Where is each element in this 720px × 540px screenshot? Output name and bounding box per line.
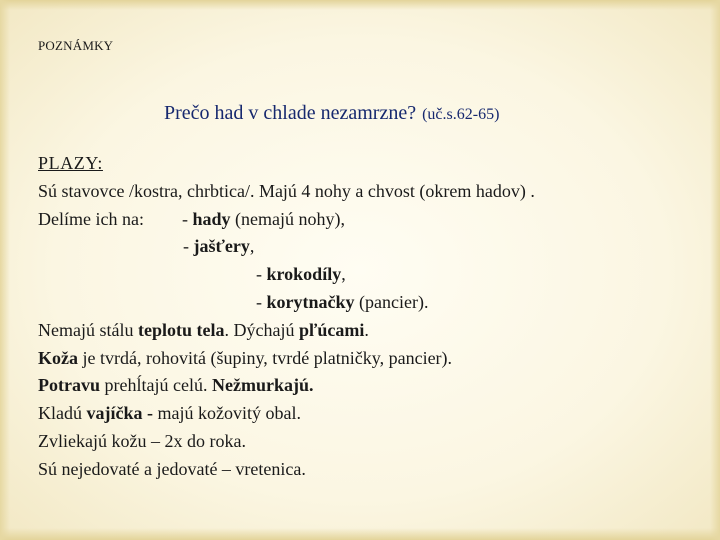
text-segment: . Dýchajú <box>224 319 299 340</box>
body-line-5 <box>38 261 535 289</box>
term-korytnacky: korytnačky <box>266 291 355 312</box>
body-line-7 <box>38 317 535 345</box>
term-koza: Koža <box>38 347 78 368</box>
body-line-4 <box>38 233 535 261</box>
text-segment: prehĺtajú celú. <box>100 375 212 396</box>
note-korytnacky: (pancier). <box>354 291 429 312</box>
term-krokodily: krokodíly <box>266 264 342 285</box>
body-line-6 <box>38 289 535 317</box>
body-line-1 <box>38 150 535 178</box>
list-dash: - <box>256 264 267 285</box>
text-segment: Kladú <box>38 403 87 424</box>
text-segment: je tvrdá, rohovitá (šupiny, tvrdé platničky, pancier). <box>78 347 453 368</box>
title-text: Prečo had v chlade nezamrzne? <box>164 102 417 124</box>
slide-edge-bottom <box>0 528 720 540</box>
text-segment: majú kožovitý obal. <box>153 403 301 424</box>
header-label: POZNÁMKY <box>38 38 114 53</box>
list-dash: - <box>182 208 193 229</box>
punct: , <box>249 236 255 257</box>
division-lead: Delíme ich na: <box>38 208 144 229</box>
term-plucami: pľúcami <box>298 319 365 340</box>
title-reference: (uč.s.62-65) <box>422 106 500 123</box>
body-line-2: Sú stavovce /kostra, chrbtica/. Majú 4 nohy a chvost (okrem hadov) . <box>38 180 535 201</box>
body-line-8 <box>38 345 535 373</box>
term-nezmurkaju: Nežmurkajú. <box>211 375 314 396</box>
body-line-9 <box>38 372 535 400</box>
note-hady: (nemajú nohy), <box>230 208 345 229</box>
section-heading: PLAZY: <box>38 153 103 173</box>
text-segment: . <box>364 319 369 340</box>
term-jastery: jašťery <box>193 236 250 257</box>
slide-edge-right <box>710 0 720 540</box>
body-line-11: Zvliekajú kožu – 2x do roka. <box>38 430 246 451</box>
slide-title <box>164 102 499 125</box>
term-teplota: teplotu tela <box>137 319 225 340</box>
slide-edge-top <box>0 0 720 10</box>
term-hady: hady <box>192 208 231 229</box>
text-segment: Nemajú stálu <box>38 319 138 340</box>
body-line-3 <box>38 206 535 234</box>
slide-edge-left <box>0 0 10 540</box>
punct: , <box>341 264 346 285</box>
term-vajicka: vajíčka - <box>86 403 153 424</box>
list-dash: - <box>256 291 267 312</box>
slide-body <box>38 150 535 484</box>
term-potravu: Potravu <box>38 375 100 396</box>
body-line-12: Sú nejedovaté a jedovaté – vretenica. <box>38 458 306 479</box>
list-dash: - <box>183 236 194 257</box>
body-line-10 <box>38 400 535 428</box>
